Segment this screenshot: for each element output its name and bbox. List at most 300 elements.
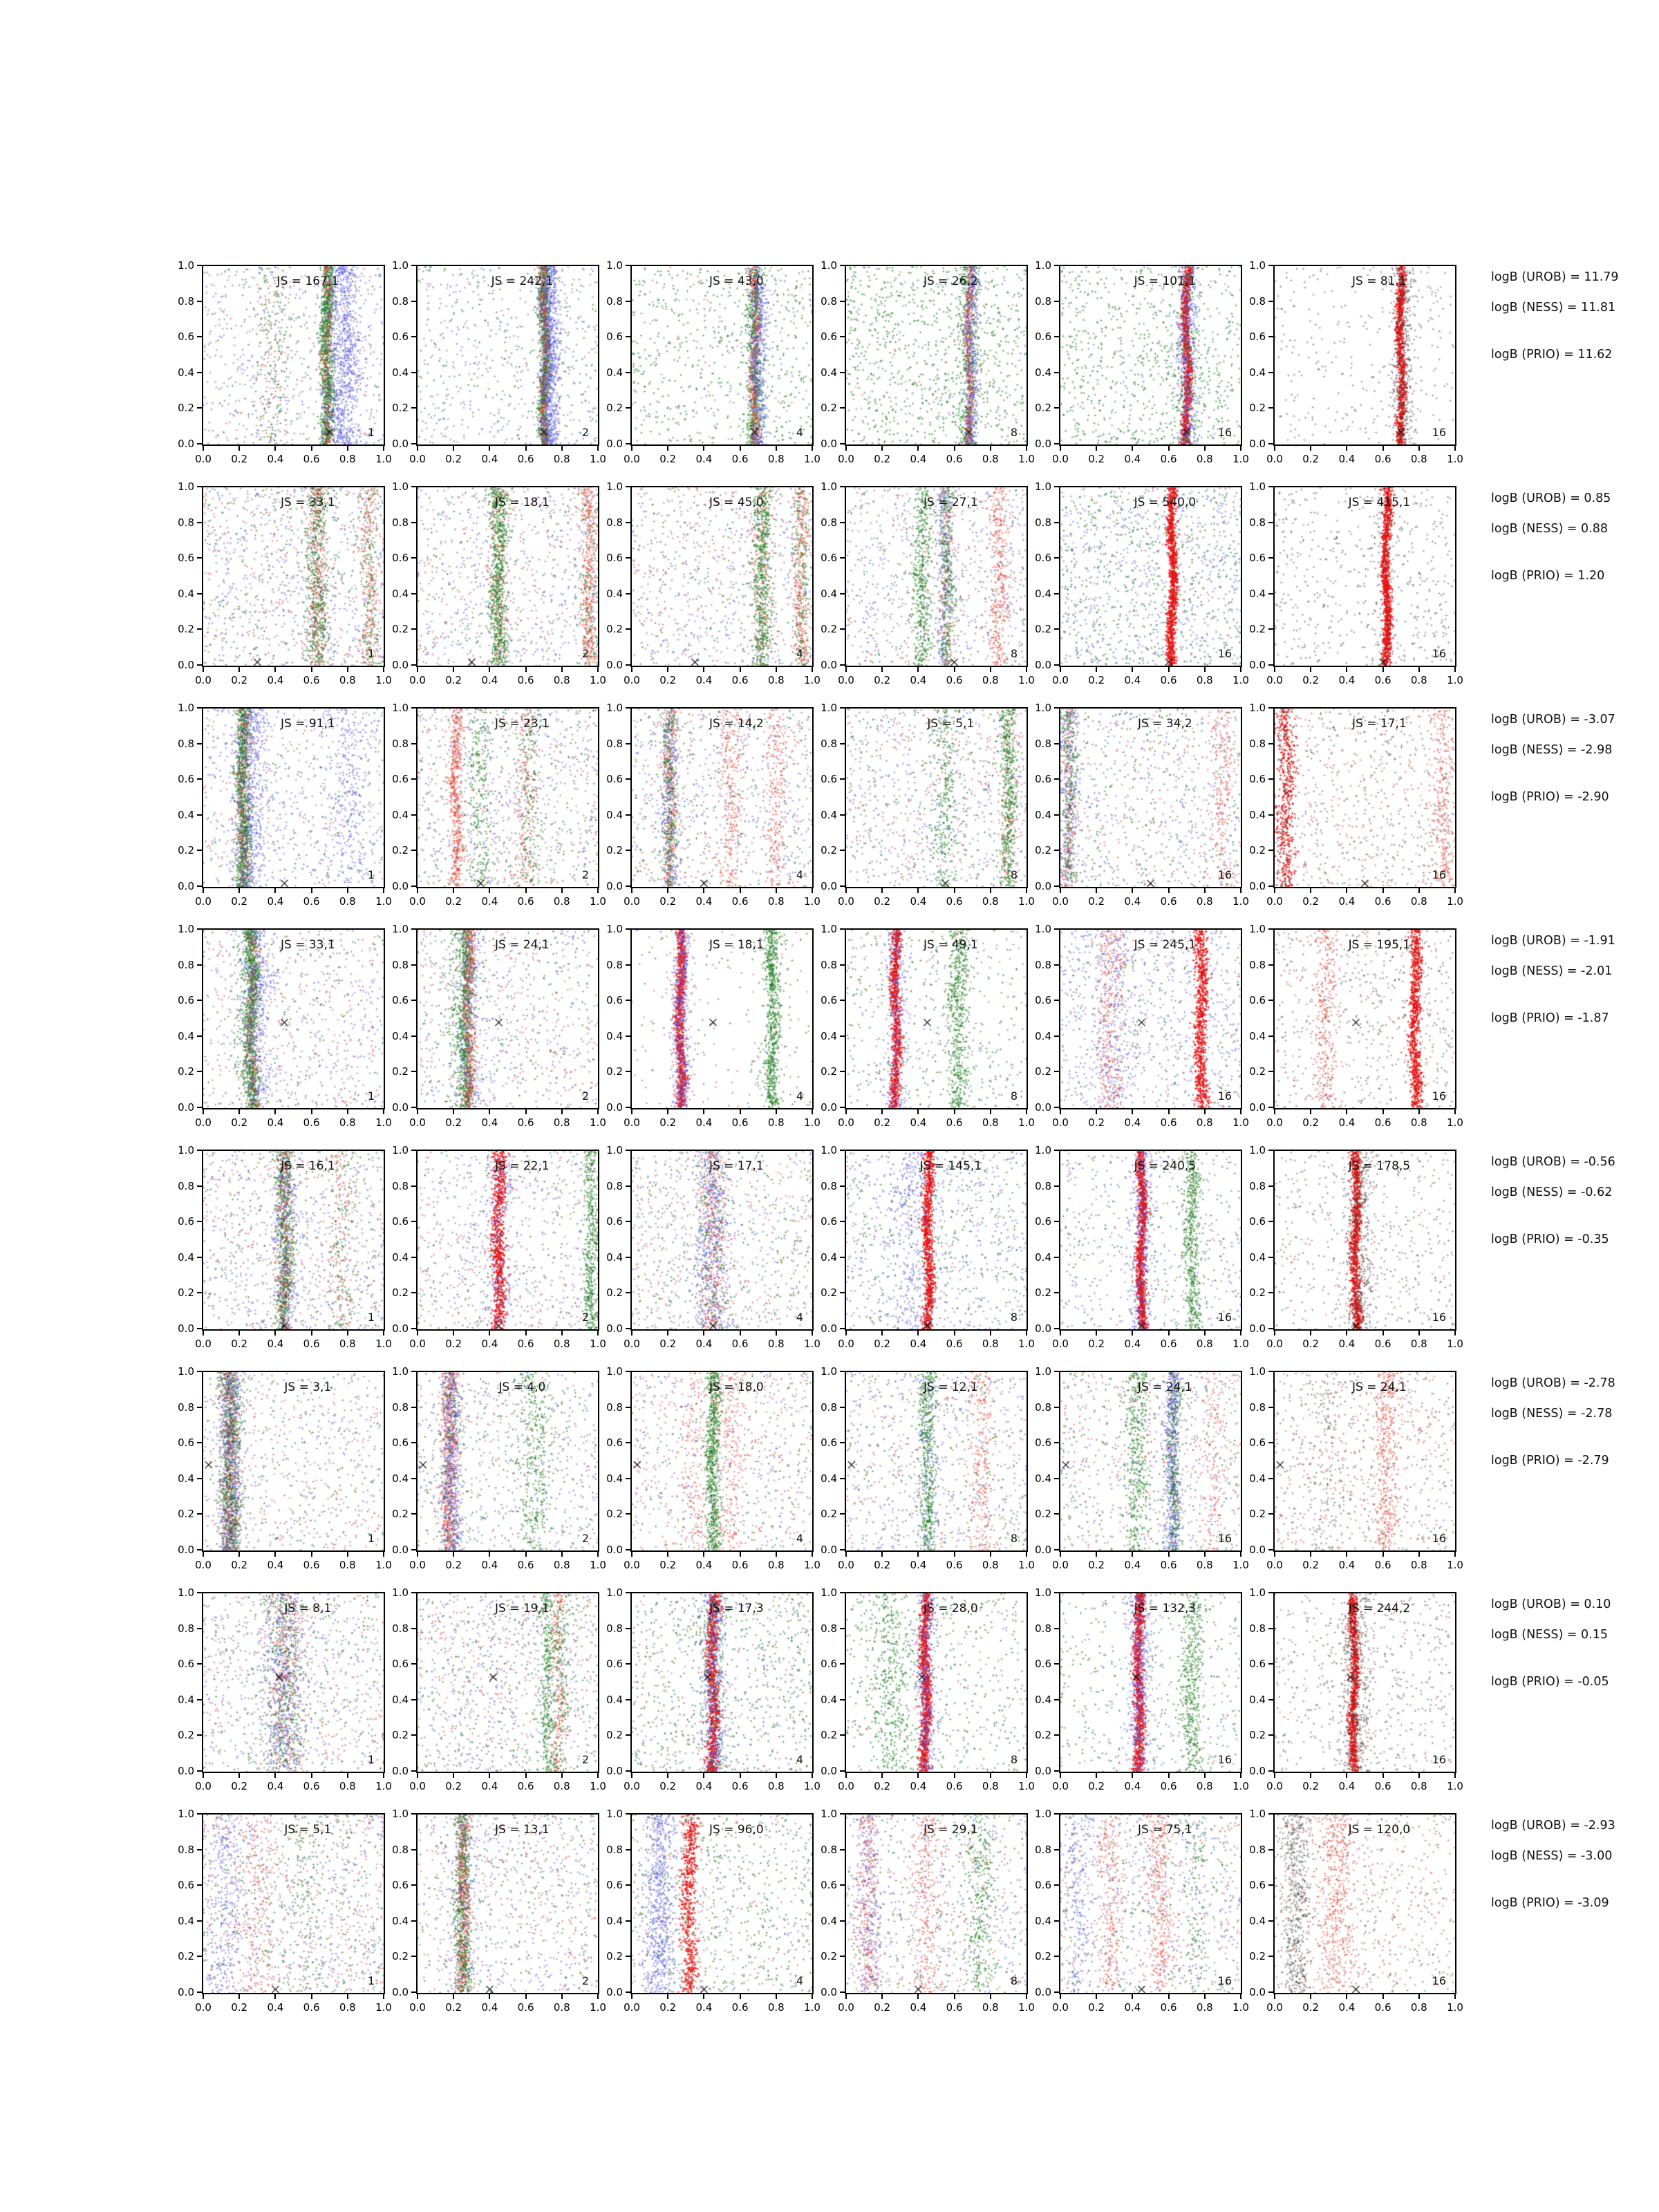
x-tick-label: 0.2: [445, 1559, 462, 1571]
logb-urob-text: logB (UROB) = -2.93: [1491, 1819, 1615, 1833]
plot-frame: [1059, 1371, 1242, 1552]
y-tick-mark: [1268, 1849, 1273, 1850]
x-tick-mark: [703, 446, 704, 451]
x-tick-label: 0.8: [1410, 895, 1427, 908]
x-tick-mark: [203, 1331, 204, 1335]
y-tick-mark: [1054, 1734, 1059, 1736]
plot-frame: [845, 1813, 1028, 1994]
scatter-subplot: [171, 480, 392, 688]
y-tick-label: 0.2: [178, 1508, 194, 1521]
x-tick-mark: [489, 1331, 490, 1335]
x-tick-label: 0.6: [731, 674, 749, 686]
y-tick-label: 0.8: [821, 737, 837, 750]
y-tick-label: 1.0: [606, 702, 623, 714]
y-tick-label: 0.4: [606, 1029, 623, 1042]
y-tick-label: 0.0: [1249, 880, 1266, 892]
x-tick-label: 0.2: [1302, 895, 1320, 908]
x-tick-label: 0.2: [1302, 1116, 1320, 1129]
y-tick-label: 0.0: [1035, 1544, 1051, 1556]
x-tick-label: 1.0: [590, 1116, 606, 1129]
x-tick-mark: [954, 1994, 955, 1999]
y-tick-label: 0.6: [178, 330, 194, 344]
logb-ness-text: logB (NESS) = 11.81: [1491, 301, 1616, 315]
y-tick-label: 0.2: [1035, 623, 1051, 636]
y-tick-label: 0.0: [606, 659, 623, 671]
x-tick-mark: [1204, 1773, 1206, 1778]
y-tick-mark: [411, 1221, 416, 1222]
x-tick-mark: [525, 446, 527, 451]
x-tick-mark: [1096, 446, 1097, 451]
x-tick-mark: [954, 1331, 955, 1335]
y-tick-mark: [840, 1956, 845, 1957]
x-tick-mark: [740, 888, 741, 893]
x-tick-label: 0.2: [874, 1780, 891, 1792]
x-tick-mark: [917, 888, 919, 893]
x-tick-label: 0.6: [1160, 1338, 1177, 1350]
y-tick-label: 0.2: [606, 1286, 623, 1300]
y-tick-label: 0.0: [606, 438, 623, 450]
x-tick-mark: [1096, 667, 1097, 672]
y-tick-mark: [626, 265, 630, 266]
js-annotation: JS = 5,1: [284, 1823, 332, 1837]
y-tick-mark: [840, 1513, 845, 1515]
y-tick-label: 0.4: [606, 1693, 623, 1706]
y-tick-label: 0.2: [392, 1286, 409, 1300]
y-tick-mark: [626, 301, 630, 302]
x-tick-label: 0.4: [267, 674, 284, 686]
x-tick-label: 0.8: [553, 674, 570, 686]
y-tick-mark: [1268, 1813, 1273, 1815]
x-tick-label: 0.0: [1266, 453, 1283, 465]
y-tick-mark: [197, 1699, 202, 1700]
x-tick-label: 0.6: [303, 674, 320, 686]
x-tick-label: 0.2: [874, 1559, 891, 1571]
scatter-points-canvas: [1060, 1372, 1241, 1550]
y-tick-mark: [1054, 1328, 1059, 1329]
x-tick-mark: [667, 446, 668, 451]
x-tick-label: 0.4: [910, 674, 927, 686]
y-tick-label: 0.4: [1249, 587, 1266, 600]
x-tick-mark: [1026, 667, 1027, 672]
scatter-subplot: [385, 1808, 606, 2015]
x-tick-label: 1.0: [375, 1780, 392, 1792]
x-tick-mark: [203, 667, 204, 672]
scatter-subplot: [814, 259, 1035, 467]
js-annotation: JS = 27,1: [924, 496, 978, 509]
x-tick-mark: [631, 1994, 632, 1999]
x-tick-mark: [740, 1331, 741, 1335]
x-tick-label: 0.2: [659, 453, 677, 465]
y-tick-mark: [197, 707, 202, 709]
x-tick-label: 0.8: [982, 895, 999, 908]
plot-frame: [845, 1371, 1028, 1552]
x-tick-mark: [1346, 667, 1347, 672]
x-tick-mark: [990, 888, 991, 893]
y-tick-mark: [197, 407, 202, 409]
x-tick-label: 0.4: [1124, 2001, 1141, 2014]
x-tick-label: 0.4: [910, 1338, 927, 1350]
y-tick-mark: [411, 265, 416, 266]
chain-count-label: 16: [1432, 426, 1446, 439]
js-annotation: JS = 132,3: [1134, 1602, 1197, 1615]
x-tick-mark: [845, 1994, 847, 1999]
chain-count-label: 16: [1432, 647, 1446, 660]
x-tick-mark: [631, 888, 632, 893]
x-tick-mark: [1346, 888, 1347, 893]
x-tick-mark: [1418, 1773, 1420, 1778]
y-tick-label: 0.0: [178, 1765, 194, 1777]
y-tick-mark: [1054, 486, 1059, 487]
y-tick-label: 0.2: [1249, 623, 1266, 636]
x-tick-label: 0.2: [231, 1116, 248, 1129]
y-tick-label: 0.4: [1249, 1472, 1266, 1485]
y-tick-mark: [1054, 443, 1059, 444]
x-tick-mark: [274, 1994, 276, 1999]
chain-count-label: 2: [581, 1753, 589, 1766]
y-tick-label: 0.0: [821, 1765, 837, 1777]
x-tick-label: 0.6: [946, 2001, 963, 2014]
scatter-points-canvas: [203, 266, 384, 444]
y-tick-mark: [411, 1770, 416, 1772]
y-tick-mark: [411, 743, 416, 744]
y-axis: [1242, 923, 1273, 1114]
y-axis: [385, 702, 416, 892]
x-tick-mark: [740, 446, 741, 451]
y-axis: [1028, 1365, 1059, 1556]
x-tick-label: 0.6: [1374, 895, 1391, 908]
x-tick-mark: [1204, 1331, 1206, 1335]
y-tick-label: 0.0: [392, 880, 409, 892]
y-tick-mark: [411, 1328, 416, 1329]
x-tick-label: 0.6: [517, 1116, 534, 1129]
y-axis: [385, 1808, 416, 1998]
scatter-subplot: [599, 923, 821, 1130]
scatter-points-canvas: [418, 487, 598, 666]
x-tick-label: 0.2: [445, 1338, 462, 1350]
y-tick-label: 0.8: [392, 294, 409, 308]
chain-count-label: 16: [1217, 1532, 1232, 1545]
scatter-subplot: [1242, 923, 1463, 1130]
plot-frame: [416, 928, 599, 1109]
x-tick-label: 0.8: [1196, 1338, 1213, 1350]
x-tick-mark: [1382, 888, 1384, 893]
y-tick-label: 1.0: [821, 480, 837, 493]
x-tick-mark: [1240, 1552, 1241, 1557]
x-tick-label: 0.0: [1266, 895, 1283, 908]
x-tick-label: 0.6: [517, 895, 534, 908]
y-tick-label: 1.0: [821, 923, 837, 935]
y-tick-label: 0.2: [1249, 402, 1266, 415]
x-tick-label: 0.0: [624, 1116, 640, 1129]
x-tick-mark: [812, 1331, 813, 1335]
x-tick-mark: [1168, 1552, 1170, 1557]
x-tick-label: 0.6: [1374, 1338, 1391, 1350]
x-tick-label: 0.2: [659, 674, 677, 686]
x-tick-label: 0.2: [1088, 1780, 1105, 1792]
y-tick-mark: [840, 778, 845, 780]
x-tick-mark: [1060, 446, 1061, 451]
y-tick-label: 1.0: [606, 1144, 623, 1156]
x-tick-label: 0.4: [267, 453, 284, 465]
x-tick-mark: [525, 888, 527, 893]
x-tick-mark: [1240, 1994, 1241, 1999]
y-tick-label: 0.6: [606, 773, 623, 786]
x-tick-mark: [667, 1994, 668, 1999]
x-tick-label: 0.8: [767, 453, 785, 465]
scatter-subplot: [599, 1586, 821, 1794]
x-tick-mark: [631, 1552, 632, 1557]
y-tick-mark: [840, 1000, 845, 1001]
chain-count-label: 16: [1217, 1974, 1232, 1987]
scatter-points-canvas: [1060, 1151, 1241, 1329]
x-tick-mark: [1060, 1109, 1061, 1114]
logb-prio-text: logB (PRIO) = 1.20: [1491, 569, 1605, 583]
y-tick-label: 0.2: [1035, 1508, 1051, 1521]
x-tick-mark: [812, 1552, 813, 1557]
scatter-points-canvas: [632, 1593, 812, 1772]
y-axis: [1028, 1586, 1059, 1777]
x-tick-label: 0.0: [1266, 2001, 1283, 2014]
x-tick-mark: [417, 1773, 418, 1778]
y-tick-mark: [411, 628, 416, 630]
chain-count-label: 4: [796, 1311, 803, 1324]
logb-ness-text: logB (NESS) = -3.00: [1491, 1849, 1613, 1863]
y-tick-label: 0.0: [392, 438, 409, 450]
y-axis: [814, 1808, 845, 1998]
y-tick-mark: [411, 707, 416, 709]
x-tick-label: 1.0: [1018, 1116, 1035, 1129]
y-tick-label: 0.2: [178, 1950, 194, 1963]
y-tick-mark: [1268, 1513, 1273, 1515]
js-annotation: JS = 33,1: [281, 938, 335, 952]
y-tick-label: 0.2: [821, 1729, 837, 1742]
y-axis: [814, 1144, 845, 1335]
y-tick-mark: [411, 885, 416, 887]
logb-prio-text: logB (PRIO) = -0.35: [1491, 1232, 1609, 1246]
js-annotation: JS = 18,1: [495, 496, 550, 509]
scatter-points-canvas: [1275, 487, 1455, 666]
y-tick-label: 0.0: [178, 1322, 194, 1335]
y-tick-label: 1.0: [1249, 702, 1266, 714]
y-tick-mark: [840, 1442, 845, 1443]
y-tick-label: 0.6: [1249, 994, 1266, 1007]
y-tick-mark: [840, 1884, 845, 1886]
scatter-points-canvas: [846, 1815, 1027, 1993]
x-tick-mark: [347, 1773, 348, 1778]
scatter-subplot: [385, 259, 606, 467]
y-tick-mark: [197, 1071, 202, 1072]
x-tick-label: 0.8: [767, 1338, 785, 1350]
x-tick-label: 0.2: [1088, 2001, 1105, 2014]
x-tick-mark: [274, 1773, 276, 1778]
plot-frame: [1059, 1592, 1242, 1773]
y-axis: [171, 1808, 202, 1998]
x-tick-label: 0.8: [982, 674, 999, 686]
x-tick-mark: [703, 888, 704, 893]
y-tick-mark: [626, 1592, 630, 1593]
x-tick-mark: [1454, 1331, 1456, 1335]
x-tick-mark: [1240, 1109, 1241, 1114]
x-tick-mark: [561, 1109, 563, 1114]
x-tick-label: 0.2: [874, 674, 891, 686]
y-tick-label: 0.6: [606, 552, 623, 565]
x-tick-mark: [238, 1109, 240, 1114]
x-tick-mark: [1310, 1773, 1311, 1778]
x-tick-label: 0.2: [1302, 674, 1320, 686]
y-tick-mark: [840, 1107, 845, 1108]
y-tick-label: 0.6: [821, 773, 837, 786]
x-tick-label: 0.2: [874, 895, 891, 908]
js-annotation: JS = 244,2: [1348, 1602, 1411, 1615]
x-tick-mark: [453, 1552, 454, 1557]
y-tick-label: 0.0: [1035, 659, 1051, 671]
x-tick-mark: [917, 1773, 919, 1778]
y-tick-label: 1.0: [1249, 923, 1266, 935]
y-tick-mark: [1054, 1628, 1059, 1629]
chain-count-label: 2: [581, 1532, 589, 1545]
scatter-subplot: [1242, 702, 1463, 909]
y-tick-label: 1.0: [178, 702, 194, 714]
scatter-subplot: [1242, 1808, 1463, 2015]
y-tick-mark: [626, 593, 630, 594]
x-tick-label: 0.0: [624, 2001, 640, 2014]
x-tick-mark: [1382, 1109, 1384, 1114]
y-tick-mark: [1268, 336, 1273, 337]
x-tick-label: 0.8: [1196, 2001, 1213, 2014]
y-tick-mark: [840, 301, 845, 302]
y-tick-mark: [411, 1991, 416, 1993]
y-tick-mark: [840, 1185, 845, 1187]
y-axis: [599, 1586, 630, 1777]
x-tick-mark: [417, 446, 418, 451]
y-tick-mark: [197, 1407, 202, 1408]
plot-frame: [630, 707, 814, 888]
y-tick-mark: [197, 814, 202, 816]
y-tick-label: 1.0: [1249, 1365, 1266, 1378]
y-tick-mark: [1268, 1592, 1273, 1593]
y-tick-mark: [1054, 1770, 1059, 1772]
y-tick-label: 0.8: [178, 737, 194, 750]
scatter-subplot: [814, 1144, 1035, 1351]
x-tick-label: 0.6: [1374, 1559, 1391, 1571]
x-tick-mark: [1096, 1994, 1097, 1999]
y-tick-label: 0.0: [821, 1986, 837, 1998]
x-tick-mark: [1132, 1773, 1133, 1778]
x-tick-label: 0.0: [838, 1780, 854, 1792]
js-annotation: JS = 12,1: [924, 1380, 978, 1394]
x-tick-label: 0.0: [1052, 1559, 1069, 1571]
y-tick-mark: [840, 1699, 845, 1700]
y-tick-mark: [626, 1513, 630, 1515]
scatter-subplot: [171, 1144, 392, 1351]
js-annotation: JS = 17,1: [1352, 717, 1407, 731]
x-tick-mark: [525, 1331, 527, 1335]
y-tick-label: 0.8: [1249, 1400, 1266, 1414]
y-tick-label: 0.4: [606, 808, 623, 821]
y-tick-mark: [626, 964, 630, 966]
x-tick-mark: [561, 1331, 563, 1335]
y-tick-mark: [626, 1549, 630, 1550]
x-tick-label: 0.2: [874, 1338, 891, 1350]
x-tick-mark: [525, 1109, 527, 1114]
y-tick-mark: [1268, 301, 1273, 302]
x-tick-mark: [1454, 1773, 1456, 1778]
x-tick-mark: [1240, 667, 1241, 672]
x-tick-mark: [274, 1109, 276, 1114]
y-tick-label: 0.0: [606, 1322, 623, 1335]
js-annotation: JS = 13,1: [495, 1823, 550, 1837]
y-tick-mark: [840, 336, 845, 337]
y-tick-label: 0.4: [1249, 1693, 1266, 1706]
y-tick-mark: [1268, 1920, 1273, 1922]
y-tick-label: 0.8: [392, 1843, 409, 1856]
x-tick-label: 1.0: [1447, 1559, 1463, 1571]
x-tick-mark: [203, 446, 204, 451]
scatter-subplot: [1028, 1586, 1249, 1794]
plot-frame: [416, 486, 599, 667]
scatter-subplot: [171, 923, 392, 1130]
x-tick-label: 1.0: [375, 895, 392, 908]
y-tick-mark: [1268, 1150, 1273, 1151]
y-tick-label: 0.6: [1249, 1658, 1266, 1671]
y-tick-mark: [411, 1663, 416, 1665]
y-tick-label: 0.2: [178, 1286, 194, 1300]
scatter-subplot: [171, 1586, 392, 1794]
y-tick-label: 0.2: [1249, 1065, 1266, 1078]
x-tick-label: 0.2: [659, 2001, 677, 2014]
y-tick-mark: [626, 1478, 630, 1479]
y-tick-label: 0.6: [178, 552, 194, 565]
y-tick-label: 0.6: [1035, 773, 1051, 786]
y-tick-label: 0.6: [821, 1658, 837, 1671]
x-tick-label: 0.6: [1374, 453, 1391, 465]
y-tick-mark: [1268, 885, 1273, 887]
x-tick-mark: [489, 1773, 490, 1778]
x-tick-label: 0.4: [481, 1116, 498, 1129]
js-annotation: JS = 43,0: [709, 274, 764, 288]
x-tick-label: 0.8: [1196, 895, 1213, 908]
x-tick-label: 0.4: [1338, 1338, 1356, 1350]
x-tick-mark: [1132, 1994, 1133, 1999]
y-tick-mark: [840, 1813, 845, 1815]
chain-count-label: 16: [1217, 426, 1232, 439]
x-tick-label: 0.6: [946, 453, 963, 465]
y-tick-mark: [1054, 743, 1059, 744]
y-tick-label: 0.0: [1035, 880, 1051, 892]
scatter-subplot: [599, 1365, 821, 1573]
x-tick-label: 1.0: [590, 1559, 606, 1571]
y-tick-label: 0.2: [1035, 1729, 1051, 1742]
y-axis: [1242, 259, 1273, 450]
y-tick-label: 0.2: [606, 402, 623, 415]
chain-count-label: 1: [367, 1753, 375, 1766]
y-axis: [1028, 923, 1059, 1114]
y-tick-label: 0.0: [1035, 1101, 1051, 1114]
subplot-row: [171, 1808, 1659, 2015]
y-tick-label: 0.8: [1035, 516, 1051, 529]
x-tick-mark: [383, 667, 384, 672]
y-tick-mark: [1054, 1592, 1059, 1593]
y-tick-label: 0.2: [1035, 1950, 1051, 1963]
logb-ness-text: logB (NESS) = 0.88: [1491, 522, 1609, 536]
x-tick-mark: [667, 888, 668, 893]
y-tick-label: 0.8: [821, 1622, 837, 1635]
x-tick-label: 0.0: [409, 1116, 426, 1129]
x-tick-label: 0.6: [731, 1338, 749, 1350]
x-tick-mark: [812, 1994, 813, 1999]
y-tick-mark: [197, 628, 202, 630]
y-tick-mark: [197, 850, 202, 851]
